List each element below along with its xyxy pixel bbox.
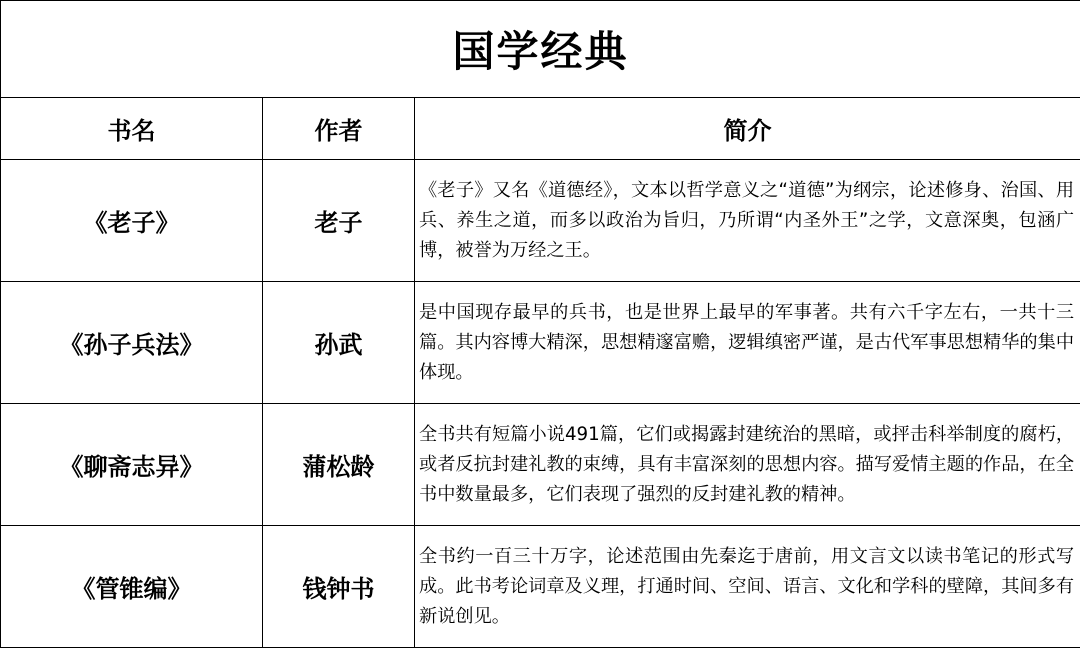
author-cell: 孙武	[263, 282, 415, 404]
author-cell: 蒲松龄	[263, 404, 415, 526]
table-row	[1, 526, 1080, 648]
book-name-cell: 《管锥编》	[1, 526, 263, 648]
intro-cell: 全书约一百三十万字，论述范围由先秦迄于唐前，用文言文以读书笔记的形式写成。此书考论词章及义理，打通时间、空间、语言、文化和学科的壁障，其间多有新说创见。	[415, 526, 1080, 648]
header-row	[1, 98, 1080, 160]
page-title: 国学经典	[1, 1, 1080, 98]
header-book-name: 书名	[1, 98, 263, 160]
intro-cell: 全书共有短篇小说491篇，它们或揭露封建统治的黑暗，或抨击科举制度的腐朽，或者反抗封建礼教的束缚，具有丰富深刻的思想内容。描写爱情主题的作品，在全书中数量最多，它们表现了强烈的反封建礼教的精神。	[415, 404, 1080, 526]
header-author: 作者	[263, 98, 415, 160]
table-row	[1, 404, 1080, 526]
book-name-cell: 《聊斋志异》	[1, 404, 263, 526]
author-cell: 钱钟书	[263, 526, 415, 648]
book-name-cell: 《老子》	[1, 160, 263, 282]
table-row	[1, 160, 1080, 282]
author-cell: 老子	[263, 160, 415, 282]
table-row	[1, 282, 1080, 404]
book-name-cell: 《孙子兵法》	[1, 282, 263, 404]
intro-cell: 《老子》又名《道德经》，文本以哲学意义之“道德”为纲宗，论述修身、治国、用兵、养生之道，而多以政治为旨归，乃所谓“内圣外王”之学，文意深奥，包涵广博，被誉为万经之王。	[415, 160, 1080, 282]
header-intro: 简介	[415, 98, 1080, 160]
intro-cell: 是中国现存最早的兵书，也是世界上最早的军事著。共有六千字左右，一共十三篇。其内容博大精深，思想精邃富赡，逻辑缜密严谨，是古代军事思想精华的集中体现。	[415, 282, 1080, 404]
title-row	[1, 1, 1080, 98]
